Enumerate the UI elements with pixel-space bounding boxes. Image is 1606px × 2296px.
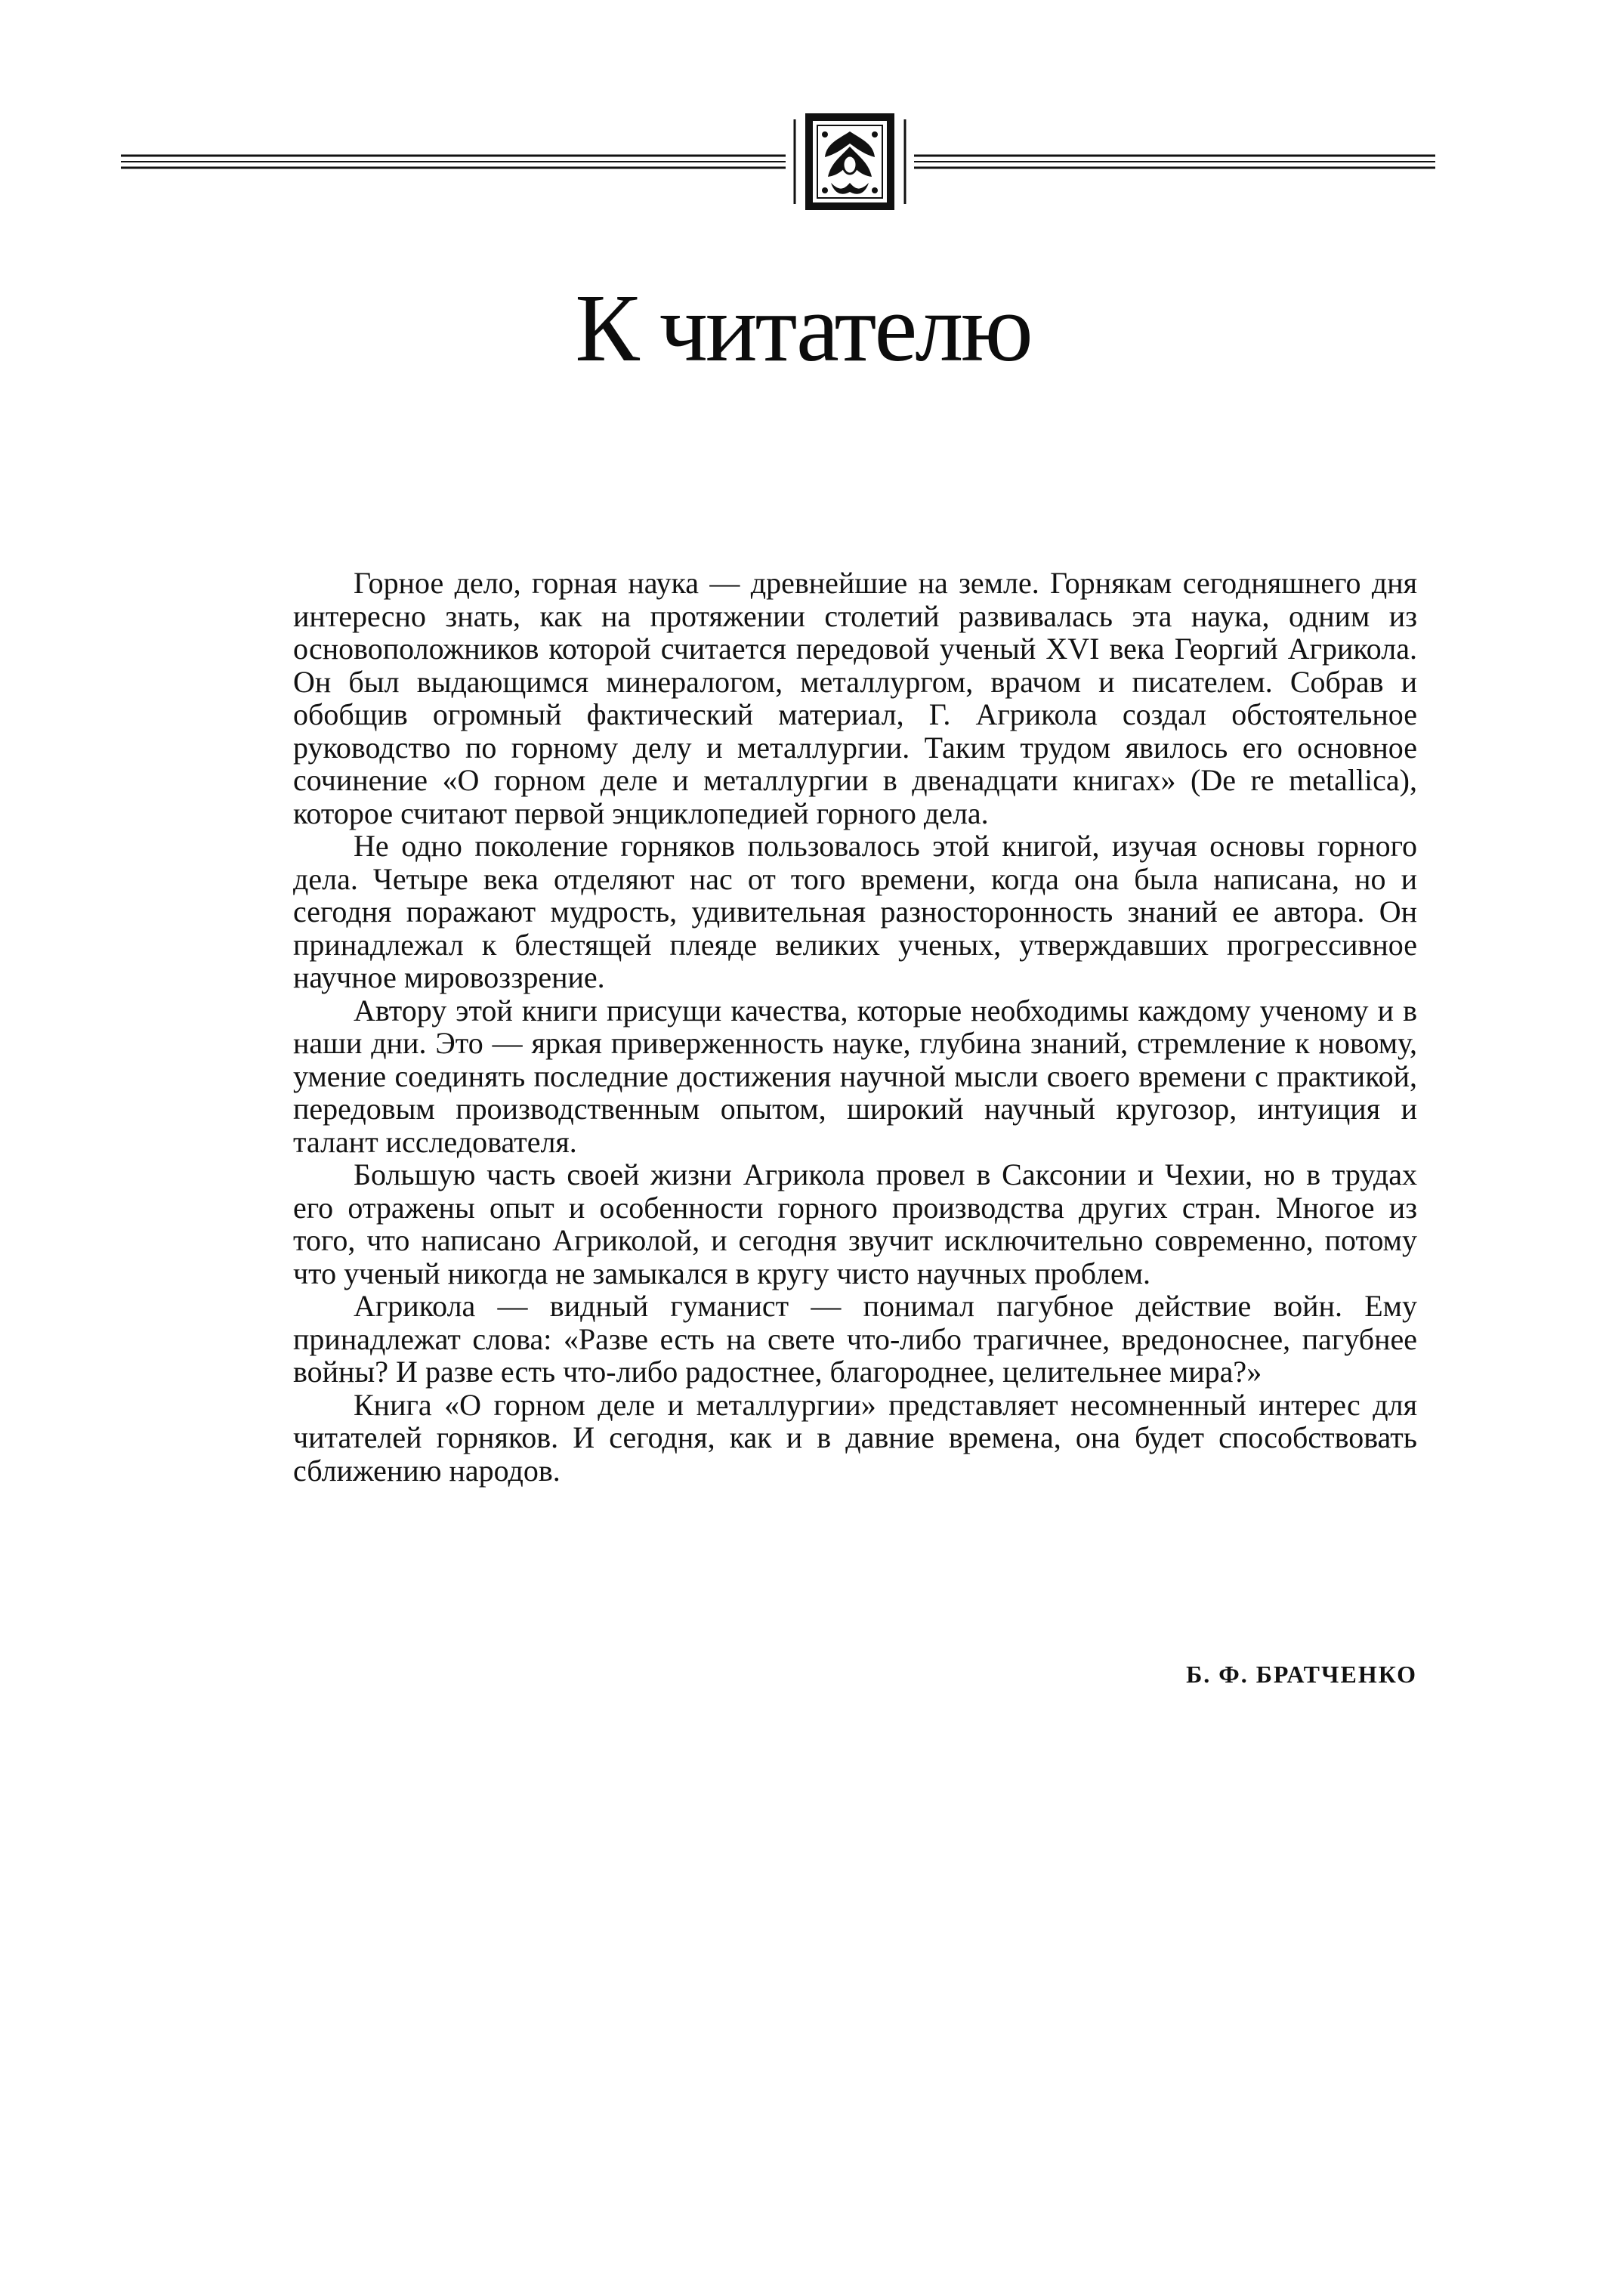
page-title: К читателю — [575, 274, 1031, 382]
paragraph-6: Книга «О горном деле и металлургии» представляет несомненный интерес для читателей горняков. И сегодня, как и в давние времена, она будет способствовать сближению народов. — [293, 1387, 1417, 1488]
paragraph-2: Не одно поколение горняков пользовалось этой книгой, изучая основы горного дела. Четыре века отделяют нас от того времени, когда она была написана, но и сегодня поражают мудрость, удивительная разносторонность знаний ее автора. Он принадлежал к блестящей плеяде великих ученых, утверждавших прогрессивное научное мировоззрение. — [293, 829, 1417, 994]
floral-emblem-icon — [805, 113, 894, 210]
paragraph-3: Автору этой книги присущи качества, которые необходимы каждому ученому и в наши дни. Это — яркая приверженность науке, глубина знаний, стремление к новому, умение соединять последние достижения научной мысли своего времени с практикой, передовым производственным опытом, широкий научный кругозор, интуиция и талант исследователя. — [293, 993, 1417, 1159]
header-ornament — [121, 113, 1435, 212]
paragraph-4: Большую часть своей жизни Агрикола провел в Саксонии и Чехии, но в трудах его отражены опыт и особенности горного производства других стран. Многое из того, что написано Агриколой, и сегодня звучит исключительно современно, потому что ученый никогда не замыкался в кругу чисто научных проблем. — [293, 1157, 1417, 1290]
ornament-graphic — [121, 113, 1435, 212]
author-signature: Б. Ф. БРАТЧЕНКО — [1186, 1661, 1417, 1688]
foreword-text — [293, 567, 1417, 1487]
paragraph-1: Горное дело, горная наука — древнейшие на земле. Горнякам сегодняшнего дня интересно знать, как на протяжении столетий развивалась эта наука, одним из основоположников которой считается передовой ученый XVI века Георгий Агрикола. Он был выдающимся минералогом, металлургом, врачом и писателем. Собрав и обобщив огромный фактический материал, Г. Агрикола создал обстоятельное руководство по горному делу и металлургии. Таким трудом явилось его основное сочинение «О горном деле и металлургии в двенадцати книгах» (De re metallica), которое считают первой энциклопедией горного дела. — [293, 566, 1417, 830]
paragraph-5: Агрикола — видный гуманист — понимал пагубное действие войн. Ему принадлежат слова: «Разве есть на свете что-либо трагичнее, вредоноснее, пагубнее войны? И разве есть что-либо радостнее, благороднее, целительнее мира?» — [293, 1289, 1417, 1389]
